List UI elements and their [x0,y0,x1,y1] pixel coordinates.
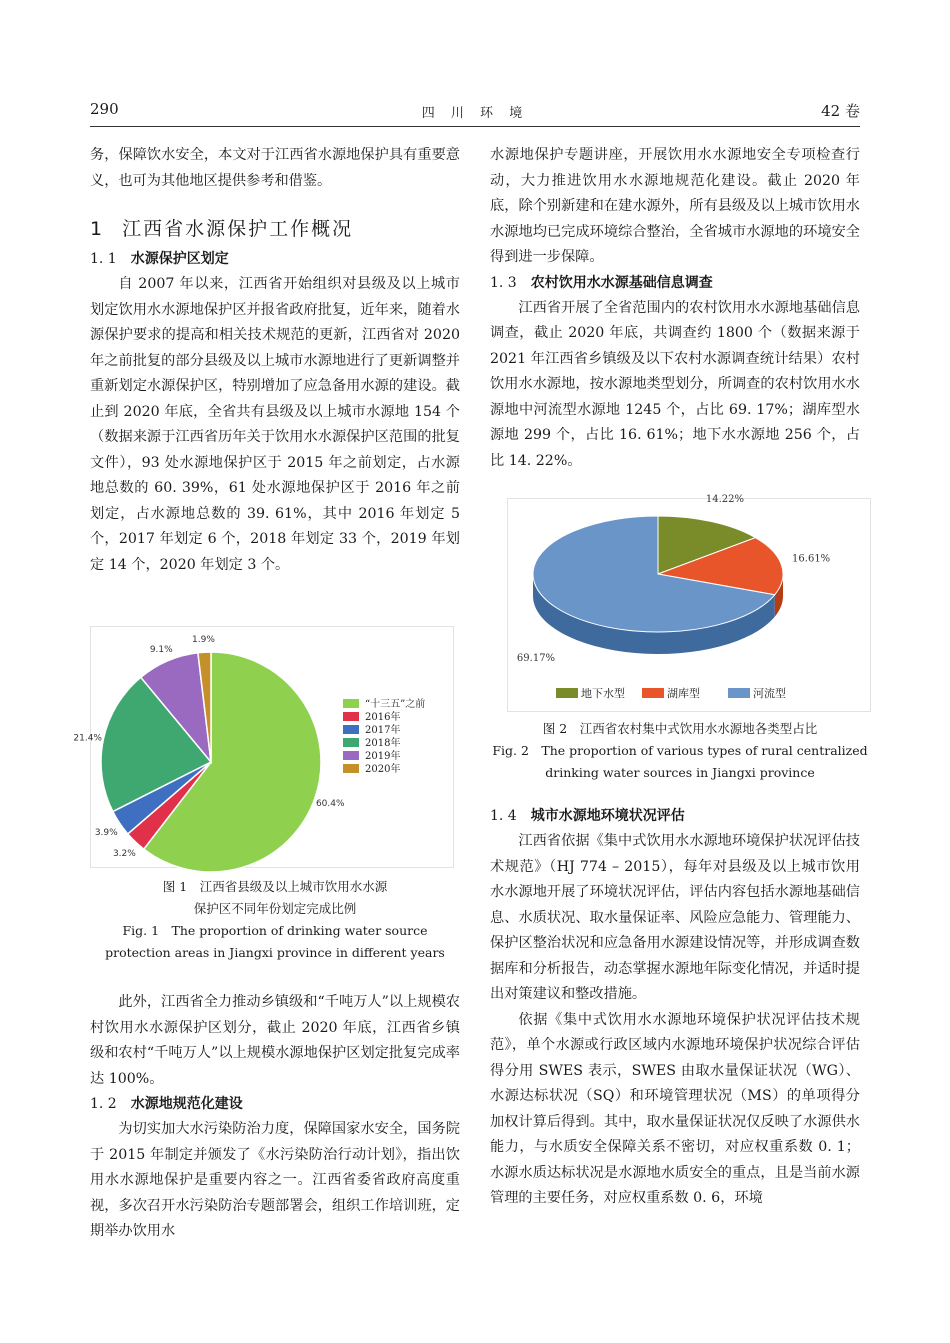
section-title: 江西省水源保护工作概况 [122,218,354,240]
fig1-legend-swatch-5 [343,764,359,773]
figure-1-caption [90,876,460,964]
paragraph-1-4-b: 依据《集中式饮用水水源地环境保护状况评估技术规范》，单个水源或行政区域内水源地环境保护状况综合评估得分用 SWES 表示，SWES 由取水量保证状况（WG）、水源达标状况（SQ）和环境管理状况（MS）的单项得分加权计算后得到。其中，取水量保证状况仅反映了水源供水能力，与水质安全保障关系不密切，对应权重系数 0. 1；水源水质达标状况是水源地水质安全的重点，且是当前水源管理的主要任务，对应权重系数 0. 6，环境 [490,1011,860,1206]
figure-1 [73,626,454,868]
figure-2-pie-chart [508,493,870,711]
left-column-lower [90,990,460,1245]
fig1-legend-label-2: 2017年 [365,725,401,736]
figure-2-caption-cn: 图 2 江西省农村集中式饮用水水源地各类型占比 [542,721,818,736]
paragraph-1-2-continued: 水源地保护专题讲座，开展饮用水水源地安全专项检查行动，大力推进饮用水水源地规范化建设。截止 2020 年底，除个别新建和在建水源外，所有县级及以上城市饮用水水源地均已完成环境综合整治，全省城市水源地的环境安全得到进一步保障。 [490,147,860,265]
figure-2-caption-en-line1: Fig. 2 The proportion of various types of rural centralized [492,743,868,758]
subsection-1-1-heading [90,247,460,272]
fig2-data-label-1: 16.61% [792,553,831,565]
fig1-legend-swatch-1 [343,712,359,721]
paragraph-1-2: 为切实加大水污染防治力度，保障国家水安全，国务院于 2015 年制定并颁发了《水污染防治行动计划》，指出饮用水水源地保护是重要内容之一。江西省委省政府高度重视，多次召开水污染防治专题部署会，组织工作培训班，定期举办饮用水 [90,1121,460,1239]
subsection-title: 水源地规范化建设 [130,1096,243,1112]
fig1-legend-label-5: 2020年 [365,764,401,775]
left-column [90,143,460,578]
figure-1-pie-chart [73,627,453,867]
fig1-data-label-5: 1.9% [192,635,215,646]
fig1-legend-label-1: 2016年 [365,712,401,723]
journal-title: 四 川 环 境 [421,106,529,121]
fig1-legend-label-3: 2018年 [365,738,401,749]
volume-label: 42 卷 [821,102,860,120]
figure-1-caption-en-line1: Fig. 1 The proportion of drinking water source [122,923,428,938]
fig2-data-label-2: 69.17% [516,653,556,664]
fig1-legend-label-4: 2019年 [365,751,401,762]
figure-2-caption-en-line2: drinking water sources in Jiangxi province [545,765,815,780]
right-column [490,143,860,474]
subsection-title: 城市水源地环境状况评估 [530,808,685,824]
fig2-legend-label-2: 河流型 [753,687,786,700]
fig1-data-label-3: 21.4% [73,733,102,744]
fig1-legend-swatch-0 [343,699,359,708]
figure-2-caption [490,718,870,784]
subsection-number: 1. 3 [490,274,517,291]
fig2-data-label-0: 14.22% [705,493,745,505]
subsection-title: 水源保护区划定 [130,251,229,267]
subsection-number: 1. 4 [490,808,517,824]
fig1-data-label-2: 3.9% [94,827,118,838]
intro-paragraph: 务，保障饮水安全，本文对于江西省水源地保护具有重要意义，也可为其他地区提供参考和借鉴。 [90,147,460,189]
subsection-number: 1. 2 [90,1096,117,1112]
fig1-data-label-1: 3.2% [112,849,136,860]
subsection-number: 1. 1 [90,251,117,267]
figure-2 [507,493,871,712]
fig1-data-label-0: 60.4% [315,799,345,810]
fig2-legend-label-1: 湖库型 [667,687,700,700]
fig1-legend-swatch-4 [343,751,359,760]
paragraph-after-figure-1: 此外，江西省全力推动乡镇级和“千吨万人”以上规模农村饮用水水源保护区划分，截止 2020 年底，江西省乡镇级和农村“千吨万人”以上规模水源地保护区划定批复完成率达 100%。 [90,994,460,1087]
fig2-legend-swatch-1 [642,688,664,698]
fig1-legend-label-0: “十三五”之前 [365,699,426,710]
paragraph-1-3: 江西省开展了全省范围内的农村饮用水水源地基础信息调查，截止 2020 年底，共调查约 1800 个（数据来源于 2021 年江西省乡镇级及以下农村水源调查统计结果）农村饮用水水源地，按水源地类型划分，所调查的农村饮用水水源地中河流型水源地 1245 个，占比 69. 17%；湖库型水源地 299 个，占比 16. 61%；地下水水源地 256 个，占比 14. 22%。 [490,299,860,469]
section-number: 1 [90,218,105,240]
fig2-legend-swatch-2 [728,688,750,698]
paragraph-1-1: 自 2007 年以来，江西省开始组织对县级及以上城市划定饮用水水源地保护区并报省政府批复，近年来，随着水源保护要求的提高和相关技术规范的更新，江西省对 2020 年之前批复的部分县级及以上城市水源地进行了更新调整并重新划定水源保护区，特别增加了应急备用水源的建设。截止到 2020 年底，全省共有县级及以上城市水源地 154 个（数据来源于江西省历年关于饮用水水源保护区范围的批复文件），93 处水源地保护区于 2015 年之前划定，占水源地总数的 60. 39%，61 处水源地保护区于 2016 年之前划定，占水源地总数的 39. 61%，其中 2016 年划定 5 个，2017 年划定 6 个，2018 年划定 33 个，2019 年划定 14 个，2020 年划定 3 个。 [90,276,460,573]
page-number: 290 [90,100,119,118]
subsection-1-3-heading [490,271,860,296]
figure-1-caption-cn-line1: 图 1 江西省县级及以上城市饮用水水源 [162,879,388,894]
subsection-1-4-heading [490,804,860,829]
fig2-legend-label-0: 地下水型 [581,687,625,700]
figure-1-caption-en-line2: protection areas in Jiangxi province in different years [105,945,445,960]
running-header [90,98,860,127]
fig1-legend-swatch-3 [343,738,359,747]
paragraph-1-4-a: 江西省依据《集中式饮用水水源地环境保护状况评估技术规范》（HJ 774 – 2015），每年对县级及以上城市饮用水水源地开展了环境状况评估，评估内容包括水源地基础信息、水质状况、取水量保证率、风险应急能力、管理能力、保护区整治状况和应急备用水源建设情况等，并形成调查数据库和分析报告，动态掌握水源地年际变化情况，并适时提出对策建议和整改措施。 [490,833,860,1002]
figure-1-caption-cn-line2: 保护区不同年份划定完成比例 [193,901,357,916]
right-column-lower [490,804,860,1212]
fig1-legend-swatch-2 [343,725,359,734]
fig2-legend-swatch-0 [556,688,578,698]
subsection-1-2-heading [90,1092,460,1117]
subsection-title: 农村饮用水水源基础信息调查 [530,274,713,291]
fig1-data-label-4: 9.1% [149,645,173,656]
section-1-heading [90,214,460,241]
